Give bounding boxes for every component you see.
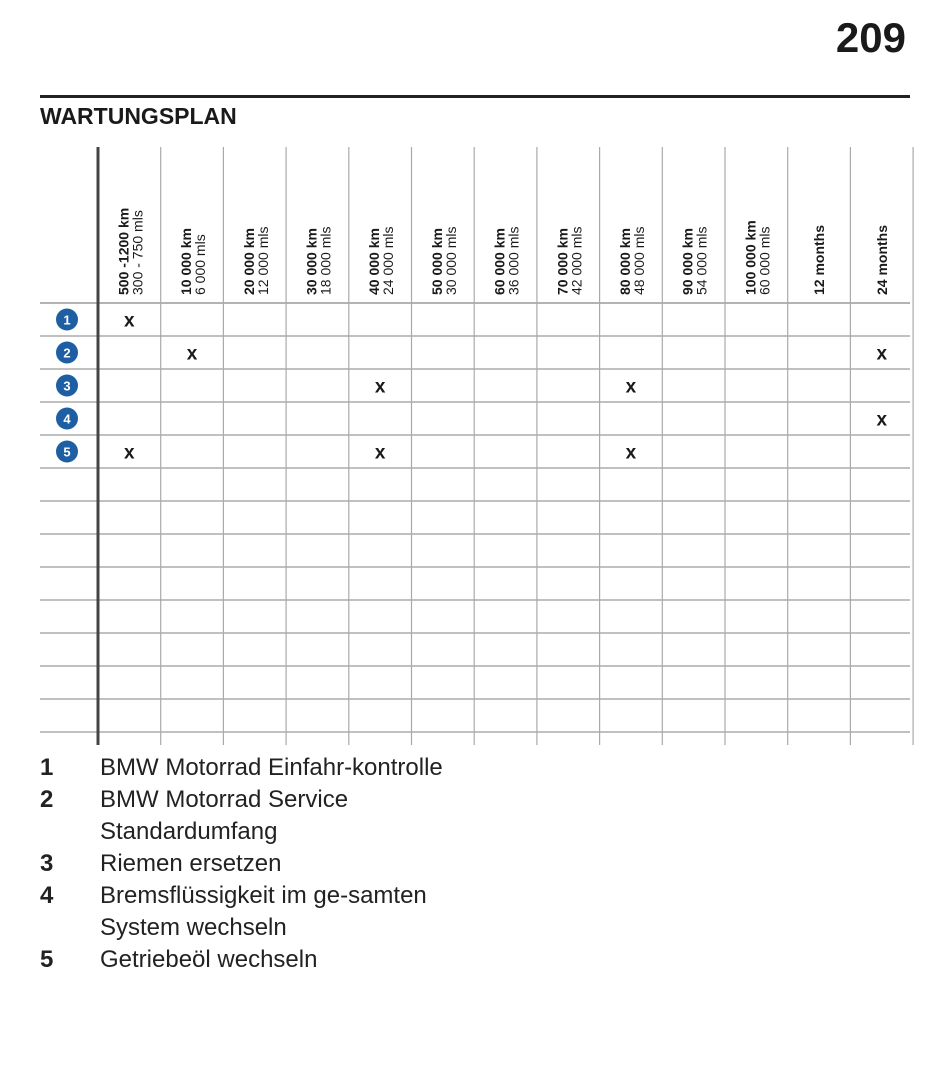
legend-text: BMW Motorrad Service Standardumfang: [100, 786, 349, 845]
column-header-km: 12 months: [811, 224, 828, 295]
legend-text: Riemen ersetzen: [100, 850, 282, 877]
legend-item-1: [40, 752, 460, 784]
column-header-km: 90 000 km: [679, 228, 696, 295]
column-header: [492, 227, 522, 295]
column-header-km: 100 000 km: [742, 220, 759, 295]
row-badge-number: 4: [63, 411, 71, 427]
column-header: [241, 227, 271, 295]
column-header-mls: 24 000 mls: [380, 226, 397, 295]
column-header: [429, 227, 459, 295]
column-header: [115, 208, 145, 295]
column-header-mls: 60 000 mls: [756, 226, 773, 295]
column-header-mls: 54 000 mls: [693, 226, 710, 295]
legend-number: 4: [40, 882, 54, 909]
row-badge-number: 5: [63, 444, 71, 460]
column-header-mls: 6 000 mls: [192, 234, 209, 295]
legend: [40, 752, 460, 976]
column-header: [680, 227, 710, 295]
schedule-mark: x: [374, 376, 386, 398]
schedule-mark: x: [124, 310, 135, 332]
schedule-mark: x: [124, 442, 135, 464]
schedule-mark: x: [876, 343, 888, 365]
column-header-km: 80 000 km: [616, 228, 633, 295]
column-header-mls: 36 000 mls: [505, 226, 522, 295]
column-header-mls: 12 000 mls: [254, 226, 271, 295]
column-header: [366, 227, 396, 295]
legend-number: 3: [40, 850, 54, 877]
column-header-mls: 300 - 750 mls: [129, 210, 146, 295]
legend-text: BMW Motorrad Einfahr-kontrolle: [100, 754, 443, 781]
column-header-km: 500 -1200 km: [115, 207, 132, 295]
column-header-mls: 18 000 mls: [317, 226, 334, 295]
column-header-km: 20 000 km: [240, 228, 257, 295]
column-header: [178, 228, 208, 295]
legend-item-2: [40, 784, 460, 848]
page-number: 209: [835, 14, 906, 61]
column-header-km: 30 000 km: [303, 228, 320, 295]
legend-item-4: [40, 880, 460, 944]
legend-number: 5: [40, 946, 54, 973]
column-header: [874, 225, 890, 295]
legend-item-5: [40, 944, 460, 976]
schedule-mark: x: [625, 442, 637, 464]
column-header: [742, 220, 772, 295]
column-header-mls: 30 000 mls: [442, 226, 459, 295]
legend-number: 1: [40, 754, 54, 781]
column-header-km: 50 000 km: [428, 228, 445, 295]
column-header: [554, 227, 584, 295]
legend-item-3: [40, 848, 460, 880]
column-header-km: 60 000 km: [491, 228, 508, 295]
column-header-km: 70 000 km: [554, 228, 571, 295]
schedule-mark: x: [876, 409, 888, 431]
row-badge-number: 1: [63, 312, 71, 328]
section-title: WARTUNGSPLAN: [40, 103, 237, 129]
column-header-mls: 48 000 mls: [630, 226, 647, 295]
legend-text: Getriebeöl wechseln: [100, 946, 318, 973]
column-header-km: 24 months: [873, 224, 890, 295]
row-badge-number: 3: [63, 378, 71, 394]
column-header: [617, 227, 647, 295]
column-header-km: 40 000 km: [366, 228, 383, 295]
column-header-mls: 42 000 mls: [568, 226, 585, 295]
legend-number: 2: [40, 786, 54, 813]
schedule-mark: x: [374, 442, 386, 464]
schedule-mark: x: [625, 376, 637, 398]
column-header-km: 10 000 km: [178, 228, 195, 295]
row-badge-number: 2: [63, 345, 71, 361]
schedule-mark: x: [186, 343, 198, 365]
column-header: [303, 227, 333, 295]
legend-text: Bremsflüssigkeit im ge-samten System wechseln: [100, 882, 427, 941]
column-header: [811, 225, 827, 295]
